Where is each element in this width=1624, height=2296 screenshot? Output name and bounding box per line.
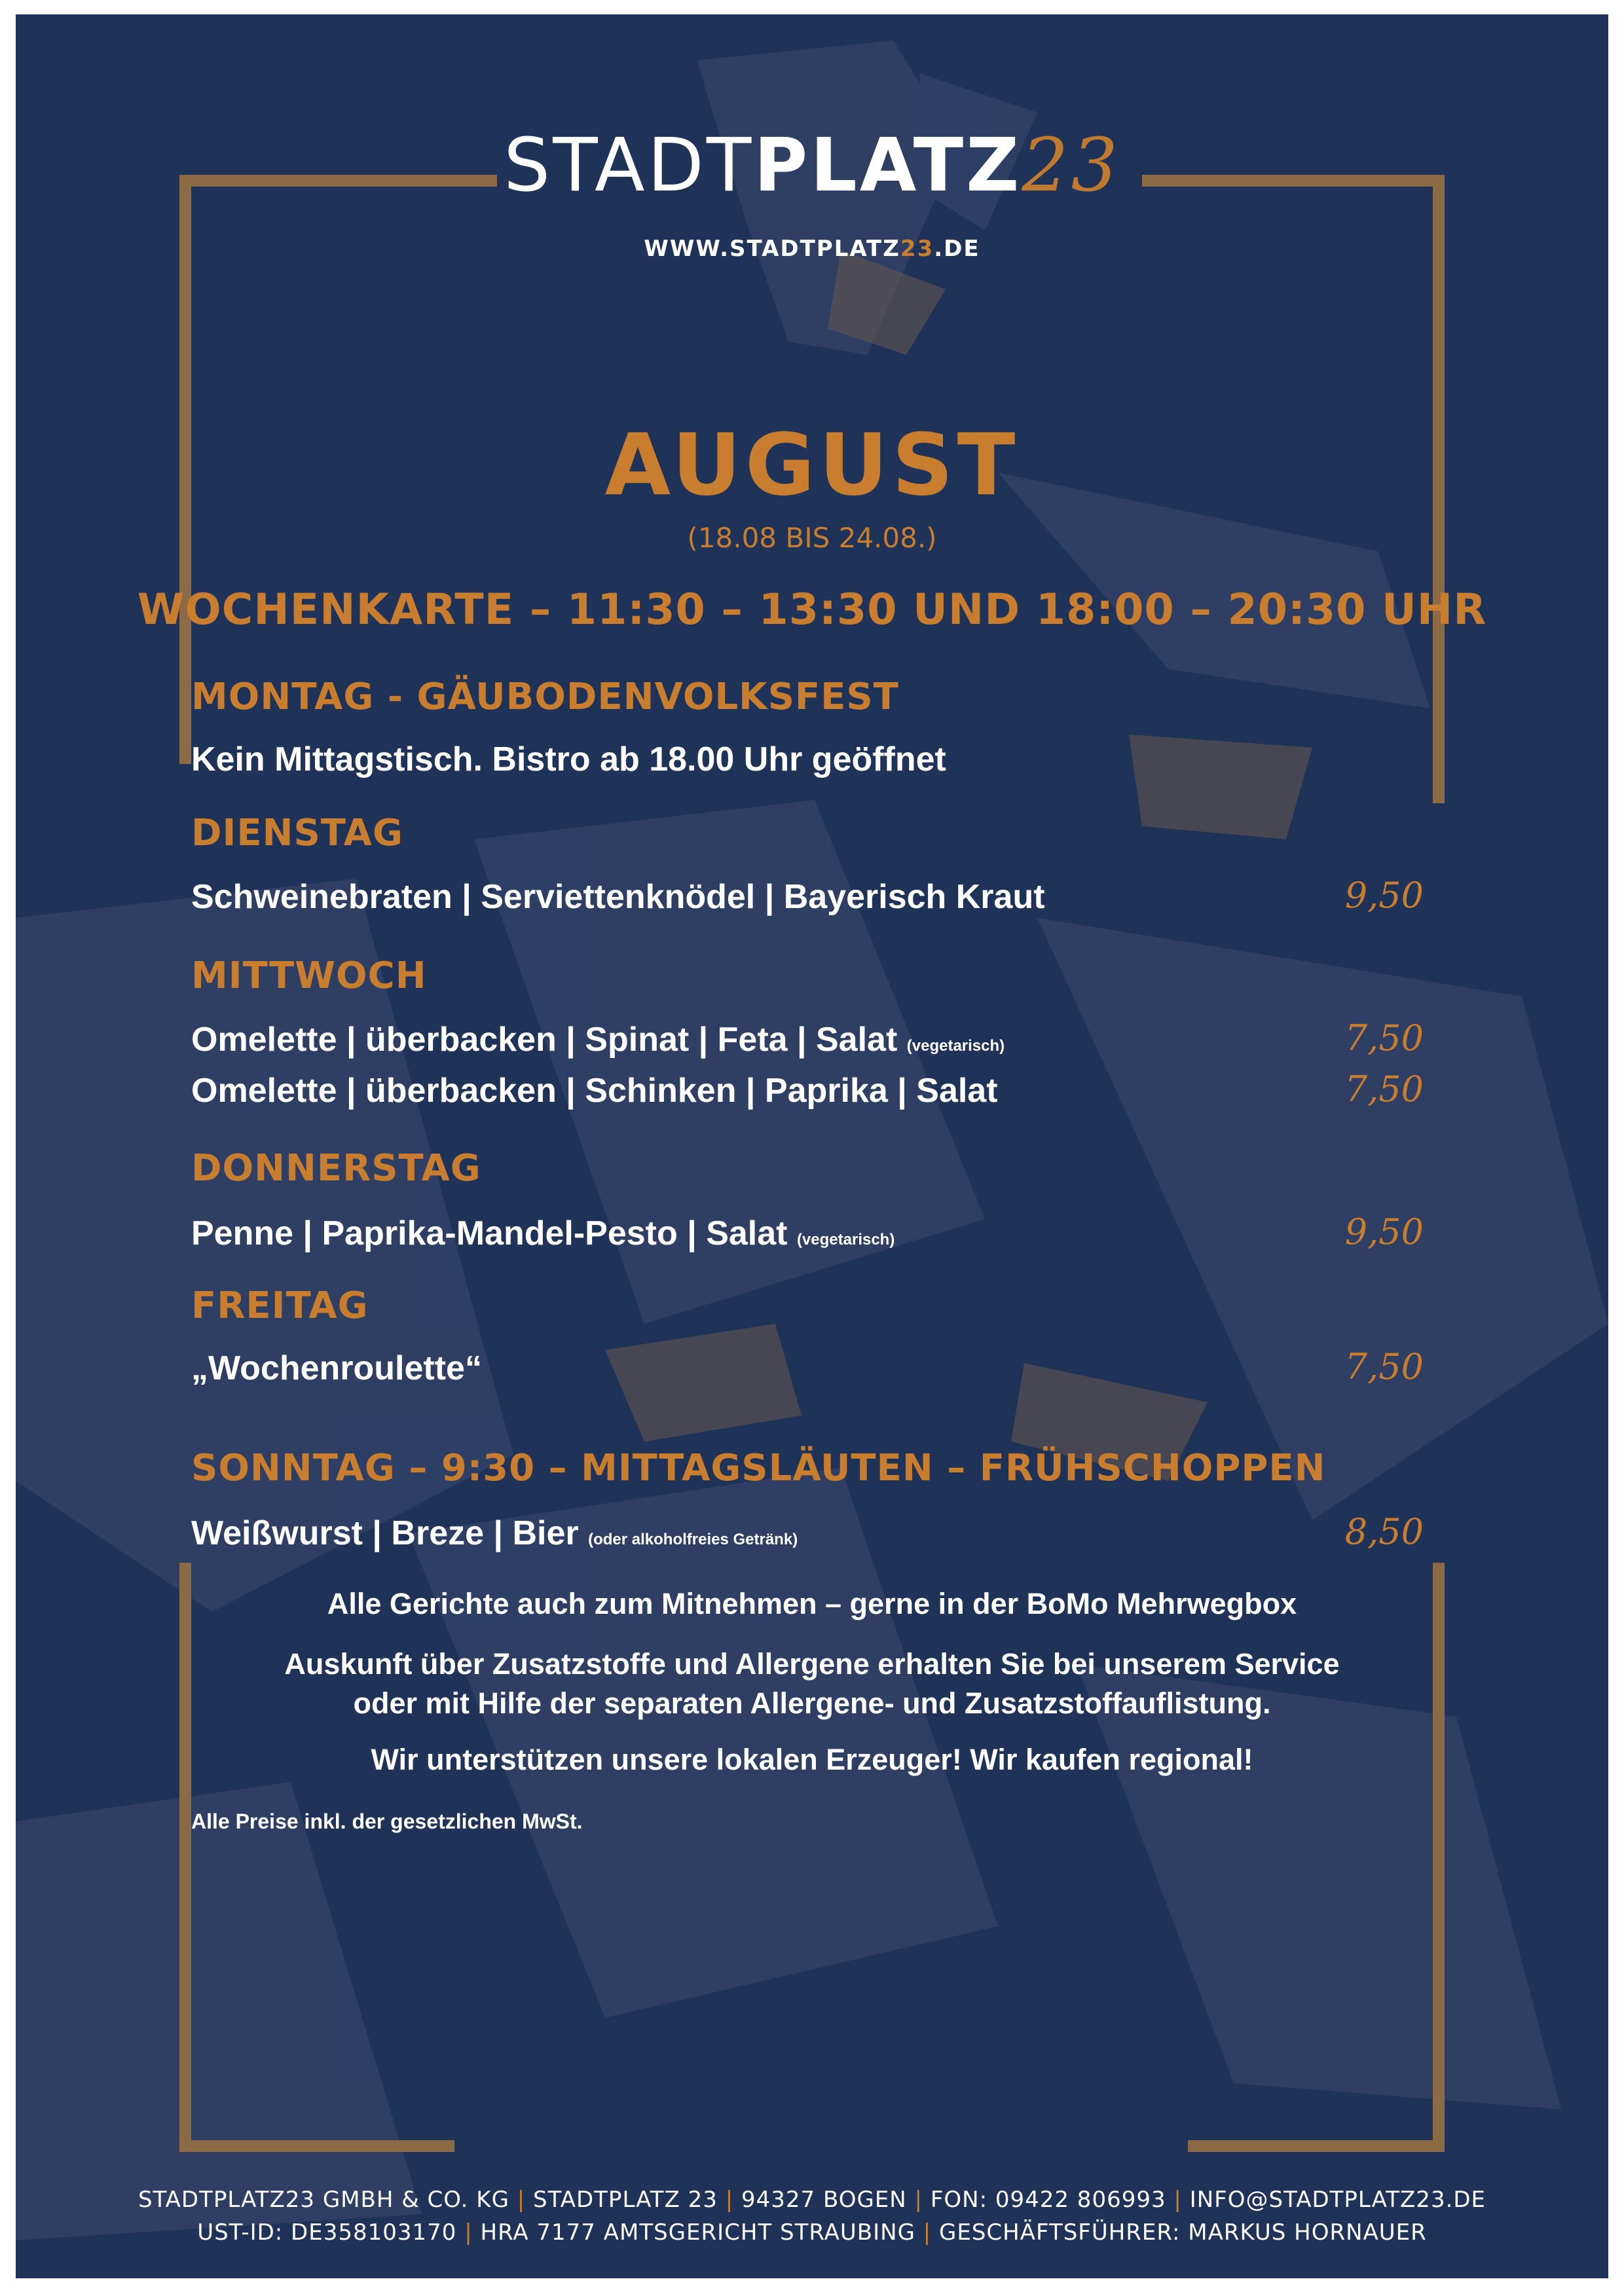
takeaway-note: Alle Gerichte auch zum Mitnehmen – gerne in der BoMo Mehrwegbox [327,1587,1297,1620]
frame-bottom-right-horizontal [1188,2140,1445,2152]
price-friday-1: 7,50 [1344,1346,1424,1387]
footer-email[interactable]: INFO@STADTPLATZ23.DE [1189,2187,1486,2213]
dish-wednesday-2: Omelette | überbacken | Schinken | Paprika | Salat [191,1072,998,1110]
price-sunday-1: 8,50 [1344,1511,1424,1552]
frame-bottom-left-horizontal [179,2140,454,2152]
opening-hours-heading: WOCHENKARTE – 11:30 – 13:30 UND 18:00 – 20:30 UHR [137,585,1487,634]
vat-note: Alle Preise inkl. der gesetzlichen MwSt. [191,1810,583,1833]
price-thursday-1: 9,50 [1344,1211,1424,1252]
date-range: (18.08 BIS 24.08.) [687,522,937,554]
footer-separator: | [725,2187,734,2213]
price-wednesday-2: 7,50 [1344,1068,1424,1110]
footer-separator: | [464,2219,473,2246]
bavarian-diamond-pattern-decoration [16,14,1608,2278]
day-heading-monday: MONTAG - GÄUBODENVOLKSFEST [191,676,899,718]
dish-wednesday-1: Omelette | überbacken | Spinat | Feta | Salat (vegetarisch) [191,1021,1005,1059]
website-url[interactable]: WWW.STADTPLATZ23.DE [644,236,980,262]
dish-monday-1: Kein Mittagstisch. Bistro ab 18.00 Uhr geöffnet [191,740,946,778]
allergen-note-line1: Auskunft über Zusatzstoffe und Allergene erhalten Sie bei unserem Service [284,1647,1340,1681]
regional-note: Wir unterstützen unsere lokalen Erzeuger! Wir kaufen regional! [371,1743,1253,1776]
day-heading-tuesday: DIENSTAG [191,812,403,854]
footer-separator: | [1173,2187,1182,2213]
logo-wordmark: STADTPLATZ23 [504,123,1120,208]
footer-line-1: STADTPLATZ23 GMBH & CO. KG | STADTPLATZ 23 | 94327 BOGEN | FON: 09422 806993 | INFO@STADTPLATZ23.DE [138,2187,1486,2213]
day-heading-thursday: DONNERSTAG [191,1147,481,1190]
dish-thursday-1: Penne | Paprika-Mandel-Pesto | Salat (vegetarisch) [191,1214,895,1252]
month-title: AUGUST [604,415,1020,515]
day-heading-wednesday: MITTWOCH [191,955,427,997]
menu-poster [16,14,1608,2278]
price-tuesday-1: 9,50 [1344,875,1424,916]
footer-separator: | [914,2187,923,2213]
brand-logo [16,123,1608,208]
price-wednesday-1: 7,50 [1344,1017,1424,1059]
dish-friday-1: „Wochenroulette“ [191,1349,482,1387]
dish-sunday-1: Weißwurst | Breze | Bier (oder alkoholfreies Getränk) [191,1514,798,1552]
allergen-note-line2: oder mit Hilfe der separaten Allergene- und Zusatzstoffauflistung. [353,1686,1271,1720]
footer-separator: | [517,2187,526,2213]
footer-line-2: UST-ID: DE358103170 | HRA 7177 AMTSGERICHT STRAUBING | GESCHÄFTSFÜHRER: MARKUS HORNAUER [197,2219,1427,2246]
footer-separator: | [923,2219,932,2246]
day-heading-sunday: SONNTAG – 9:30 – MITTAGSLÄUTEN – FRÜHSCHOPPEN [191,1447,1326,1489]
dish-tuesday-1: Schweinebraten | Serviettenknödel | Bayerisch Kraut [191,878,1045,916]
day-heading-friday: FREITAG [191,1285,369,1327]
